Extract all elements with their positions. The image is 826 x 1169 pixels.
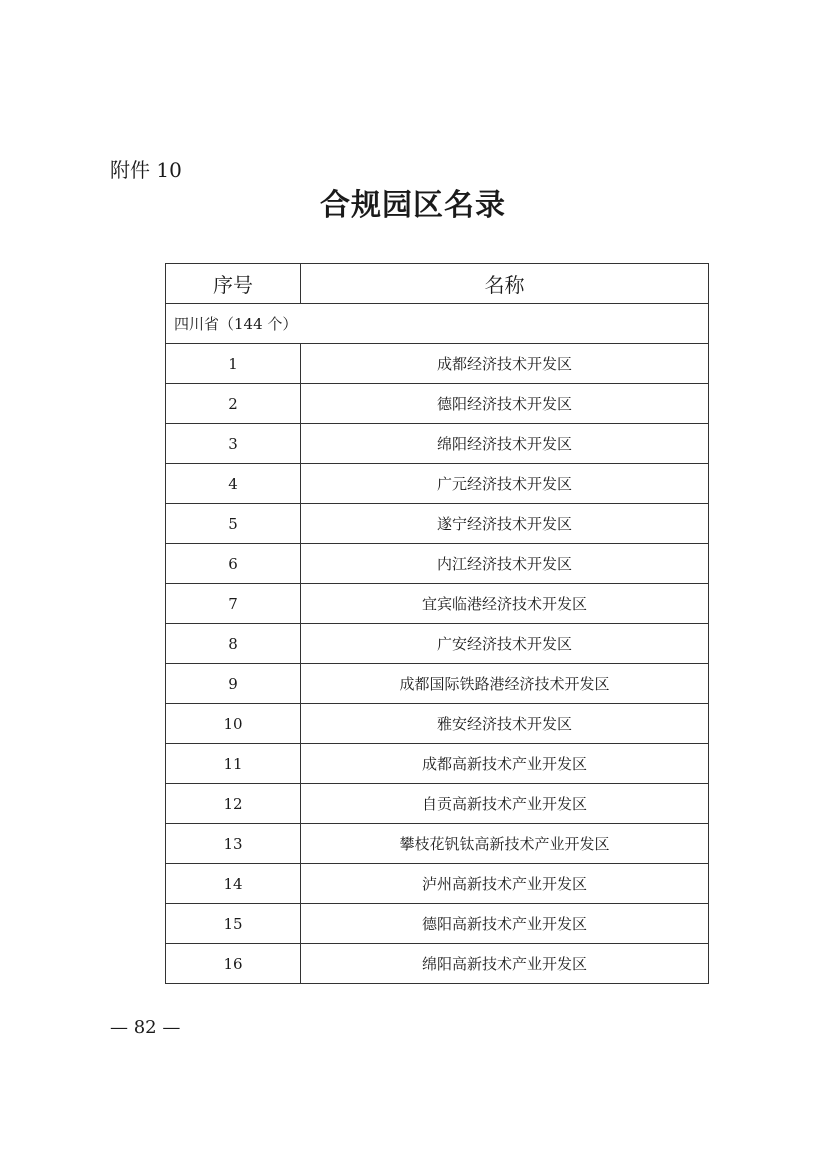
table-header-row	[166, 264, 709, 304]
row-index: 6	[166, 544, 301, 584]
park-list-table	[165, 263, 709, 984]
table-row	[166, 664, 709, 704]
row-park-name: 成都高新技术产业开发区	[301, 744, 709, 784]
row-park-name: 雅安经济技术开发区	[301, 704, 709, 744]
table-row	[166, 384, 709, 424]
row-index: 16	[166, 944, 301, 984]
group-row	[166, 304, 709, 344]
row-index: 11	[166, 744, 301, 784]
table-row	[166, 624, 709, 664]
row-park-name: 攀枝花钒钛高新技术产业开发区	[301, 824, 709, 864]
row-park-name: 德阳经济技术开发区	[301, 384, 709, 424]
row-park-name: 遂宁经济技术开发区	[301, 504, 709, 544]
row-park-name: 绵阳经济技术开发区	[301, 424, 709, 464]
document-title: 合规园区名录	[320, 188, 506, 223]
row-park-name: 成都经济技术开发区	[301, 344, 709, 384]
row-index: 10	[166, 704, 301, 744]
row-park-name: 广安经济技术开发区	[301, 624, 709, 664]
row-index: 1	[166, 344, 301, 384]
table-row	[166, 544, 709, 584]
table-row	[166, 464, 709, 504]
row-park-name: 自贡高新技术产业开发区	[301, 784, 709, 824]
row-park-name: 成都国际铁路港经济技术开发区	[301, 664, 709, 704]
table-row	[166, 744, 709, 784]
table-row	[166, 864, 709, 904]
table-row	[166, 504, 709, 544]
row-index: 14	[166, 864, 301, 904]
row-park-name: 绵阳高新技术产业开发区	[301, 944, 709, 984]
row-index: 13	[166, 824, 301, 864]
row-park-name: 内江经济技术开发区	[301, 544, 709, 584]
row-index: 8	[166, 624, 301, 664]
row-index: 5	[166, 504, 301, 544]
table-row	[166, 904, 709, 944]
row-park-name: 宜宾临港经济技术开发区	[301, 584, 709, 624]
table-row	[166, 584, 709, 624]
header-index: 序号	[166, 264, 301, 304]
row-index: 4	[166, 464, 301, 504]
row-index: 2	[166, 384, 301, 424]
table-row	[166, 344, 709, 384]
table-row	[166, 424, 709, 464]
table-row	[166, 824, 709, 864]
row-index: 7	[166, 584, 301, 624]
attachment-label: 附件 10	[110, 158, 182, 182]
row-index: 12	[166, 784, 301, 824]
row-park-name: 广元经济技术开发区	[301, 464, 709, 504]
province-group-label: 四川省（144 个）	[166, 304, 709, 344]
row-park-name: 德阳高新技术产业开发区	[301, 904, 709, 944]
row-index: 3	[166, 424, 301, 464]
table-row	[166, 704, 709, 744]
table-row	[166, 784, 709, 824]
row-index: 15	[166, 904, 301, 944]
header-name: 名称	[301, 264, 709, 304]
page-number: — 82 —	[110, 1017, 181, 1038]
row-park-name: 泸州高新技术产业开发区	[301, 864, 709, 904]
table-row	[166, 944, 709, 984]
row-index: 9	[166, 664, 301, 704]
